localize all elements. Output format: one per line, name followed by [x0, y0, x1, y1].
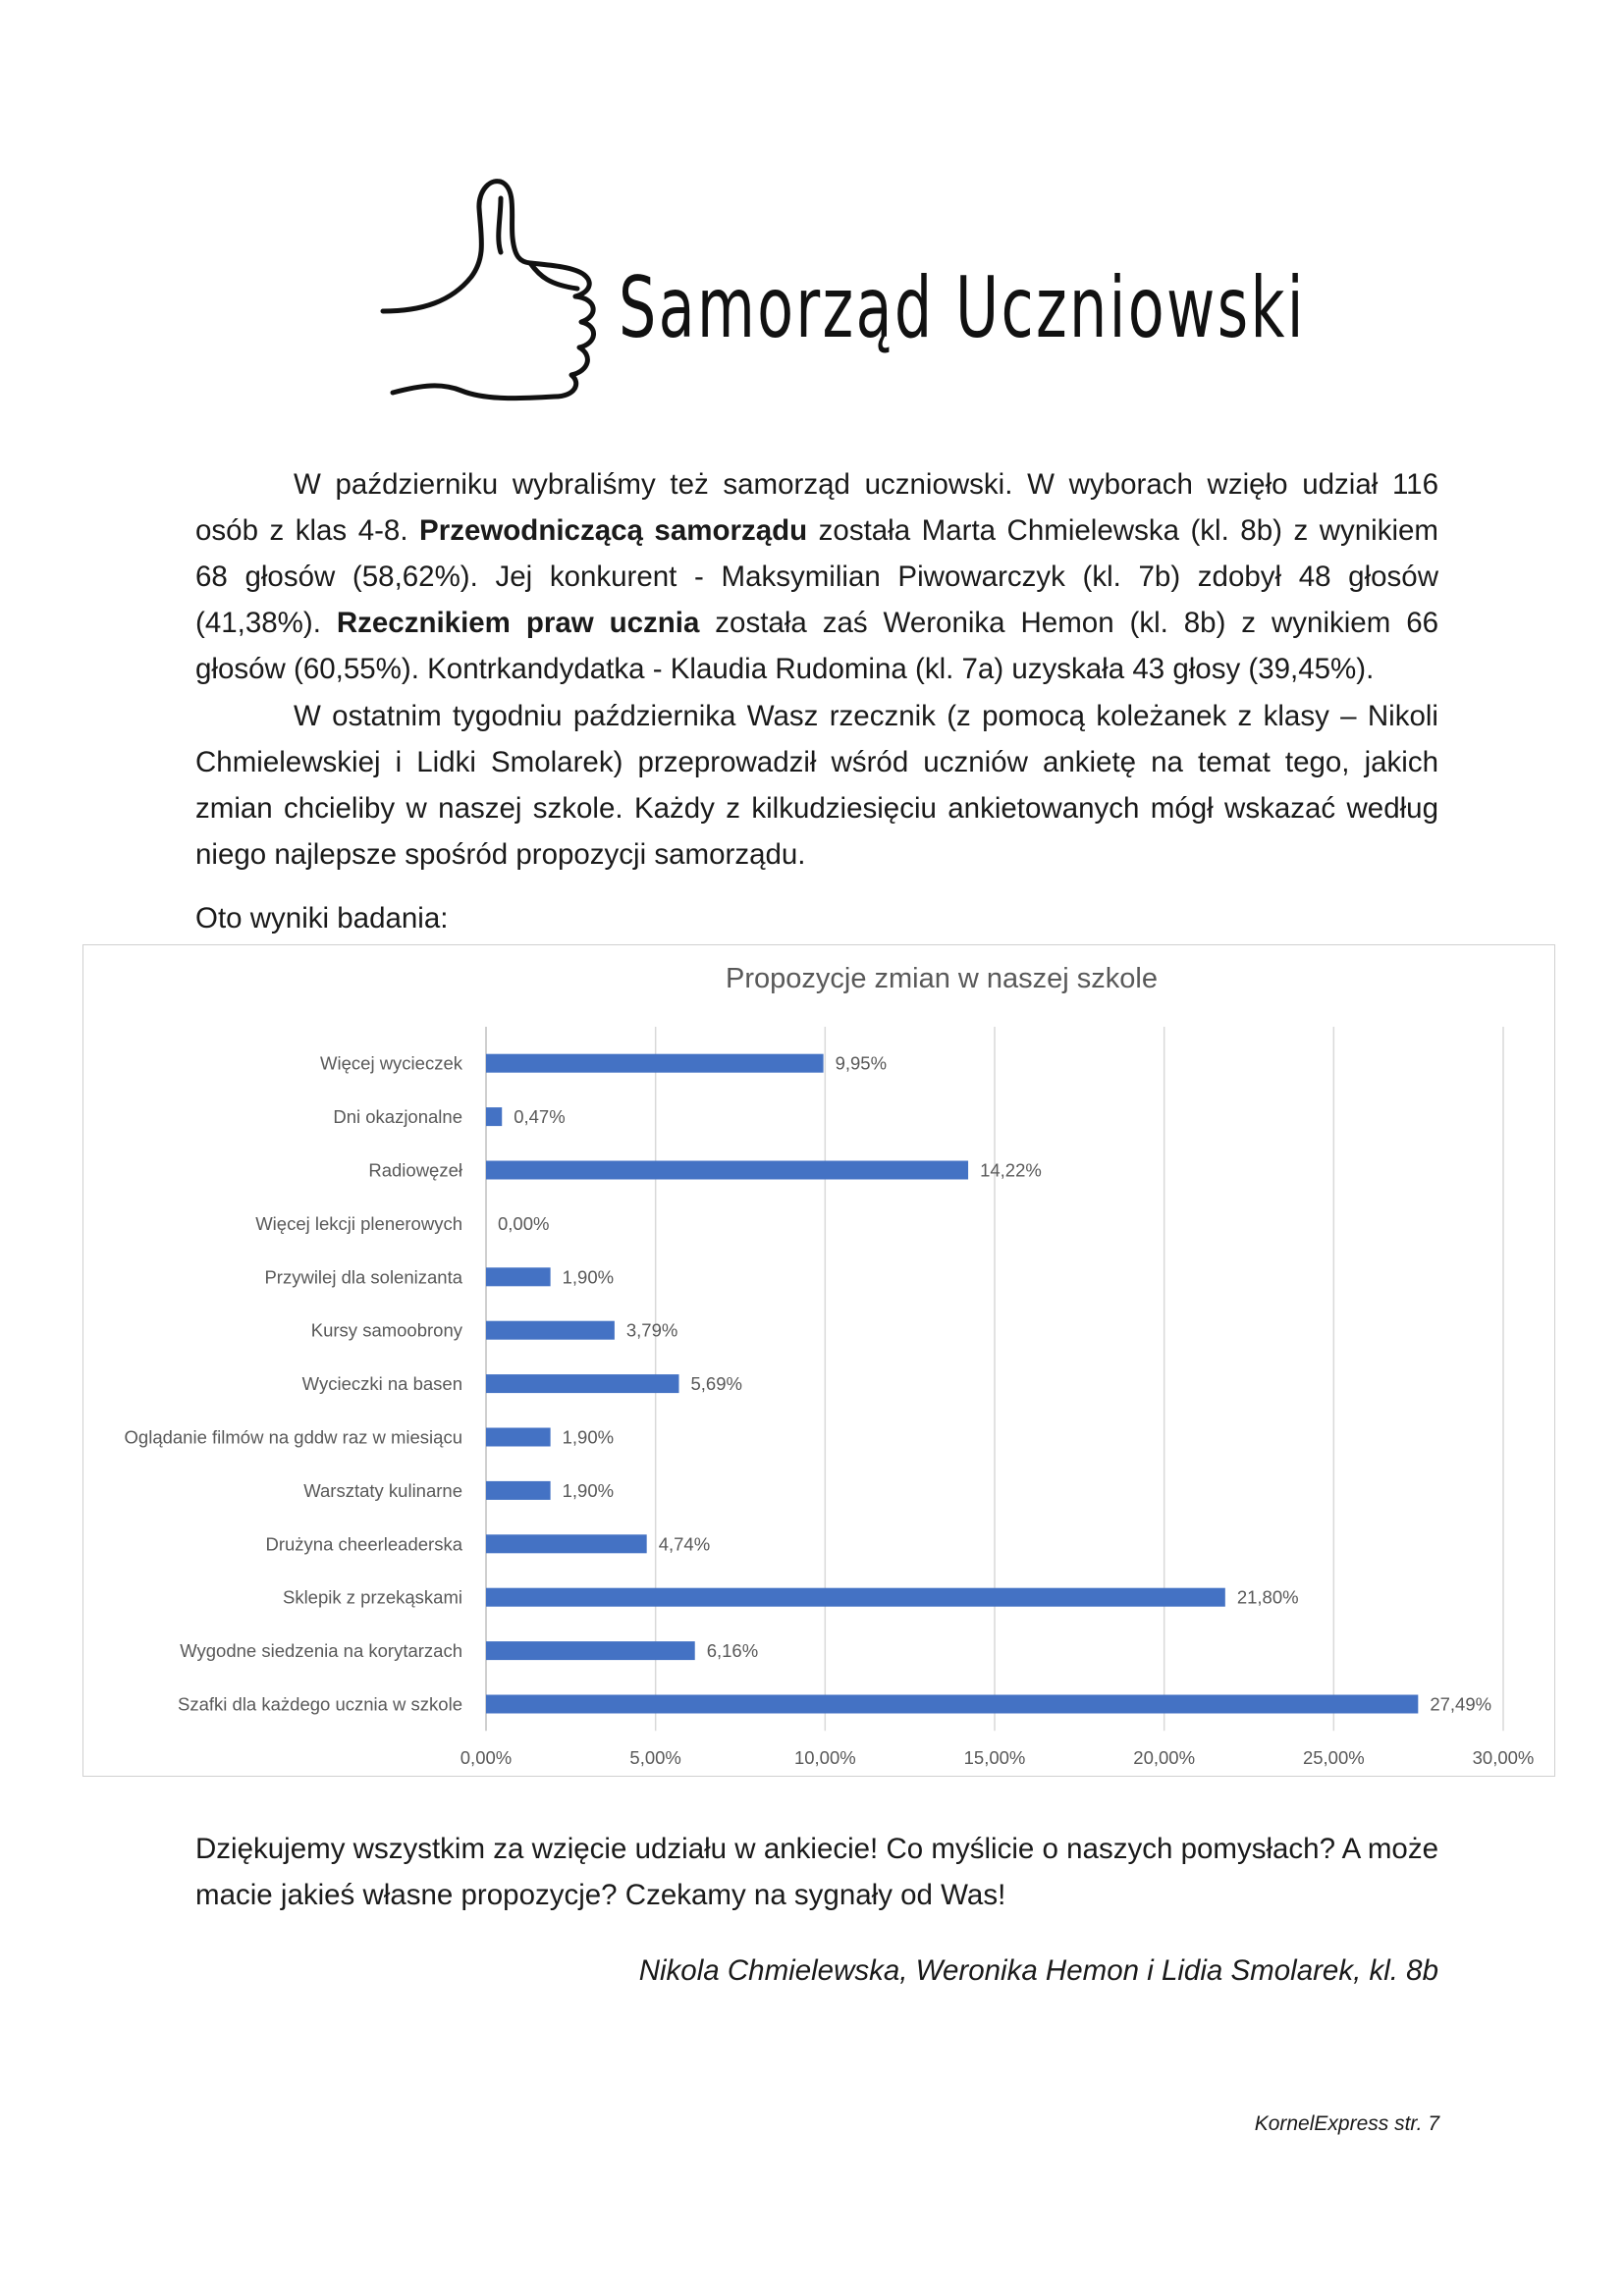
bar — [486, 1267, 551, 1286]
page-footer: KornelExpress str. 7 — [1254, 2112, 1439, 2135]
data-label: 0,47% — [514, 1106, 566, 1128]
category-label: Sklepik z przekąskami — [282, 1586, 462, 1608]
bar — [486, 1641, 695, 1660]
data-label: 5,69% — [690, 1373, 742, 1395]
category-label: Szafki dla każdego ucznia w szkole — [178, 1693, 462, 1715]
bar — [486, 1161, 968, 1180]
category-label: Więcej lekcji plenerowych — [255, 1212, 462, 1234]
bar — [486, 1534, 647, 1553]
paragraph-survey — [195, 693, 1438, 878]
paragraph-results-intro — [195, 895, 1438, 941]
category-label: Drużyna cheerleaderska — [265, 1533, 462, 1555]
chart-container — [82, 944, 1555, 1777]
bar — [486, 1481, 551, 1500]
paragraph-elections — [195, 461, 1438, 692]
logo — [353, 169, 1306, 414]
text-span: została Marta Chmielewska (kl. 8b) z wynikiem 68 głosów (58,62%). Jej konkurent - Maksymilian Piwowarczyk (kl. 7b) zdobył 48 głosów (41,38%). — [195, 514, 1438, 639]
thanks-text: Dziękujemy wszystkim za wzięcie udziału w ankiecie! Co myślicie o naszych pomysłach? A może macie jakieś własne propozycje? Czekamy na sygnały od Was! — [195, 1833, 1438, 1911]
results-intro-text: Oto wyniki badania: — [195, 902, 449, 934]
category-label: Oglądanie filmów na gddw raz w miesiącu — [124, 1426, 462, 1448]
logo-title: Samorząd Uczniowski — [619, 259, 1306, 357]
data-label: 0,00% — [498, 1212, 550, 1234]
x-tick-label: 15,00% — [963, 1747, 1026, 1769]
data-label: 3,79% — [625, 1319, 678, 1341]
text-span: została zaś Weronika Hemon (kl. 8b) z wynikiem 66 głosów (60,55%). Kontrkandydatka - Klaudia Rudomina (kl. 7a) uzyskała 43 głosy (39,45%). — [195, 607, 1439, 685]
data-label: 9,95% — [835, 1052, 888, 1074]
bar — [486, 1588, 1225, 1607]
x-tick-label: 0,00% — [460, 1747, 513, 1769]
bar — [486, 1107, 502, 1126]
bar — [486, 1374, 678, 1393]
data-label: 27,49% — [1430, 1693, 1492, 1715]
paragraph-thanks — [195, 1826, 1438, 1918]
bar — [486, 1428, 551, 1447]
paragraph-survey-text: W ostatnim tygodniu października Wasz rzecznik (z pomocą koleżanek z klasy – Nikoli Chmielewskiej i Lidki Smolarek) przeprowadził wśród uczniów ankietę na temat tego, jakich zmian chcieliby w naszej szkole. Każdy z kilkudziesięciu ankietowanych mógł wskazać według niego najlepsze spośród propozycji samorządu. — [195, 700, 1438, 871]
x-tick-label: 25,00% — [1302, 1747, 1365, 1769]
data-label: 1,90% — [562, 1266, 615, 1288]
chart-title: Propozycje zmian w naszej szkole — [725, 963, 1159, 994]
category-label: Warsztaty kulinarne — [303, 1479, 462, 1501]
signature: Nikola Chmielewska, Weronika Hemon i Lidia Smolarek, kl. 8b — [638, 1954, 1438, 1987]
bar — [486, 1695, 1418, 1714]
category-label: Wycieczki na basen — [301, 1373, 462, 1395]
bar-chart — [83, 945, 1553, 1775]
category-label: Wygodne siedzenia na korytarzach — [180, 1640, 462, 1662]
category-label: Więcej wycieczek — [320, 1052, 462, 1074]
thumbs-up-icon — [353, 169, 609, 414]
paragraph-elections-text — [195, 461, 1438, 692]
category-label: Przywilej dla solenizanta — [264, 1266, 462, 1288]
x-tick-label: 10,00% — [793, 1747, 856, 1769]
data-label: 6,16% — [706, 1640, 759, 1662]
data-label: 4,74% — [658, 1533, 711, 1555]
x-tick-label: 30,00% — [1472, 1747, 1535, 1769]
text-span: W październiku wybraliśmy też samorząd uczniowski. W wyborach wzięło udział 116 osób z klas 4-8. — [195, 468, 1438, 547]
data-label: 14,22% — [980, 1159, 1042, 1181]
category-label: Dni okazjonalne — [333, 1106, 462, 1128]
data-label: 1,90% — [562, 1479, 615, 1501]
bold-text-chair: Przewodniczącą samorządu — [419, 514, 808, 547]
bar — [486, 1054, 824, 1073]
category-label: Radiowęzeł — [368, 1159, 462, 1181]
bold-text-ombudsman: Rzecznikiem praw ucznia — [336, 607, 700, 639]
category-label: Kursy samoobrony — [310, 1319, 462, 1341]
bar — [486, 1321, 615, 1340]
x-tick-label: 5,00% — [629, 1747, 681, 1769]
x-tick-label: 20,00% — [1133, 1747, 1196, 1769]
data-label: 21,80% — [1236, 1586, 1299, 1608]
data-label: 1,90% — [562, 1426, 615, 1448]
